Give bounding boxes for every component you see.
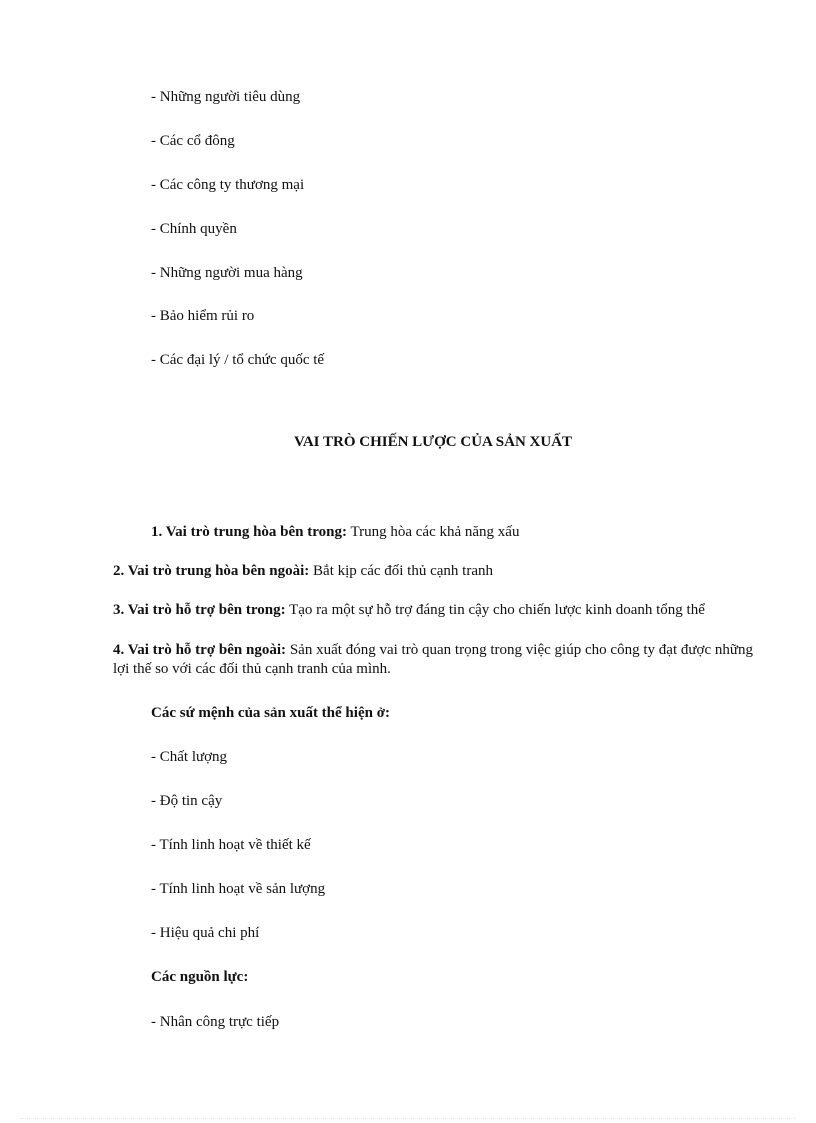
role-4	[113, 641, 753, 679]
role-1	[151, 523, 519, 541]
list-item-shareholders: - Các cổ đông	[151, 133, 235, 149]
list-item-agencies: - Các đại lý / tổ chức quốc tế	[151, 352, 325, 368]
role-1-text: Trung hòa các khả năng xấu	[347, 524, 520, 540]
resources-heading	[151, 968, 248, 986]
role-4-label: 4. Vai trò hỗ trợ bên ngoài:	[113, 642, 287, 658]
list-item-trading-companies: - Các công ty thương mại	[151, 177, 305, 193]
missions-heading	[151, 704, 390, 722]
role-3	[113, 601, 705, 619]
list-item-buyers: - Những người mua hàng	[151, 265, 303, 281]
role-2-label: 2. Vai trò trung hòa bên ngoài:	[113, 563, 310, 579]
resource-direct-labor: - Nhân công trực tiếp	[151, 1014, 280, 1030]
role-4-text: Sản xuất đóng vai trò quan trọng trong việc giúp cho công ty đạt được những lợi thế so với các đối thủ cạnh tranh của mình.	[113, 642, 754, 677]
list-item-government: - Chính quyền	[151, 221, 237, 237]
role-3-label: 3. Vai trò hỗ trợ bên trong:	[113, 602, 286, 618]
list-item-consumers: - Những người tiêu dùng	[151, 89, 301, 105]
mission-cost-efficiency: - Hiệu quả chi phí	[151, 925, 260, 941]
section-title: VAI TRÒ CHIẾN LƯỢC CỦA SẢN XUẤT	[293, 434, 573, 450]
missions-heading-text: Các sứ mệnh của sản xuất thể hiện ở:	[151, 705, 390, 721]
mission-volume-flexibility: - Tính linh hoạt về sản lượng	[151, 881, 326, 897]
role-3-text: Tạo ra một sự hỗ trợ đáng tin cậy cho chiến lược kinh doanh tổng thể	[285, 602, 705, 618]
mission-design-flexibility: - Tính linh hoạt về thiết kế	[151, 837, 311, 853]
page-bottom-rule	[20, 1118, 796, 1119]
role-2	[113, 562, 493, 580]
mission-reliability: - Độ tin cậy	[151, 793, 223, 809]
role-1-label: 1. Vai trò trung hòa bên trong:	[151, 524, 347, 540]
role-2-text: Bắt kịp các đối thủ cạnh tranh	[309, 563, 493, 579]
resources-heading-text: Các nguồn lực:	[151, 969, 249, 985]
mission-quality: - Chất lượng	[151, 749, 228, 765]
list-item-risk-insurance: - Bảo hiểm rủi ro	[151, 308, 255, 324]
